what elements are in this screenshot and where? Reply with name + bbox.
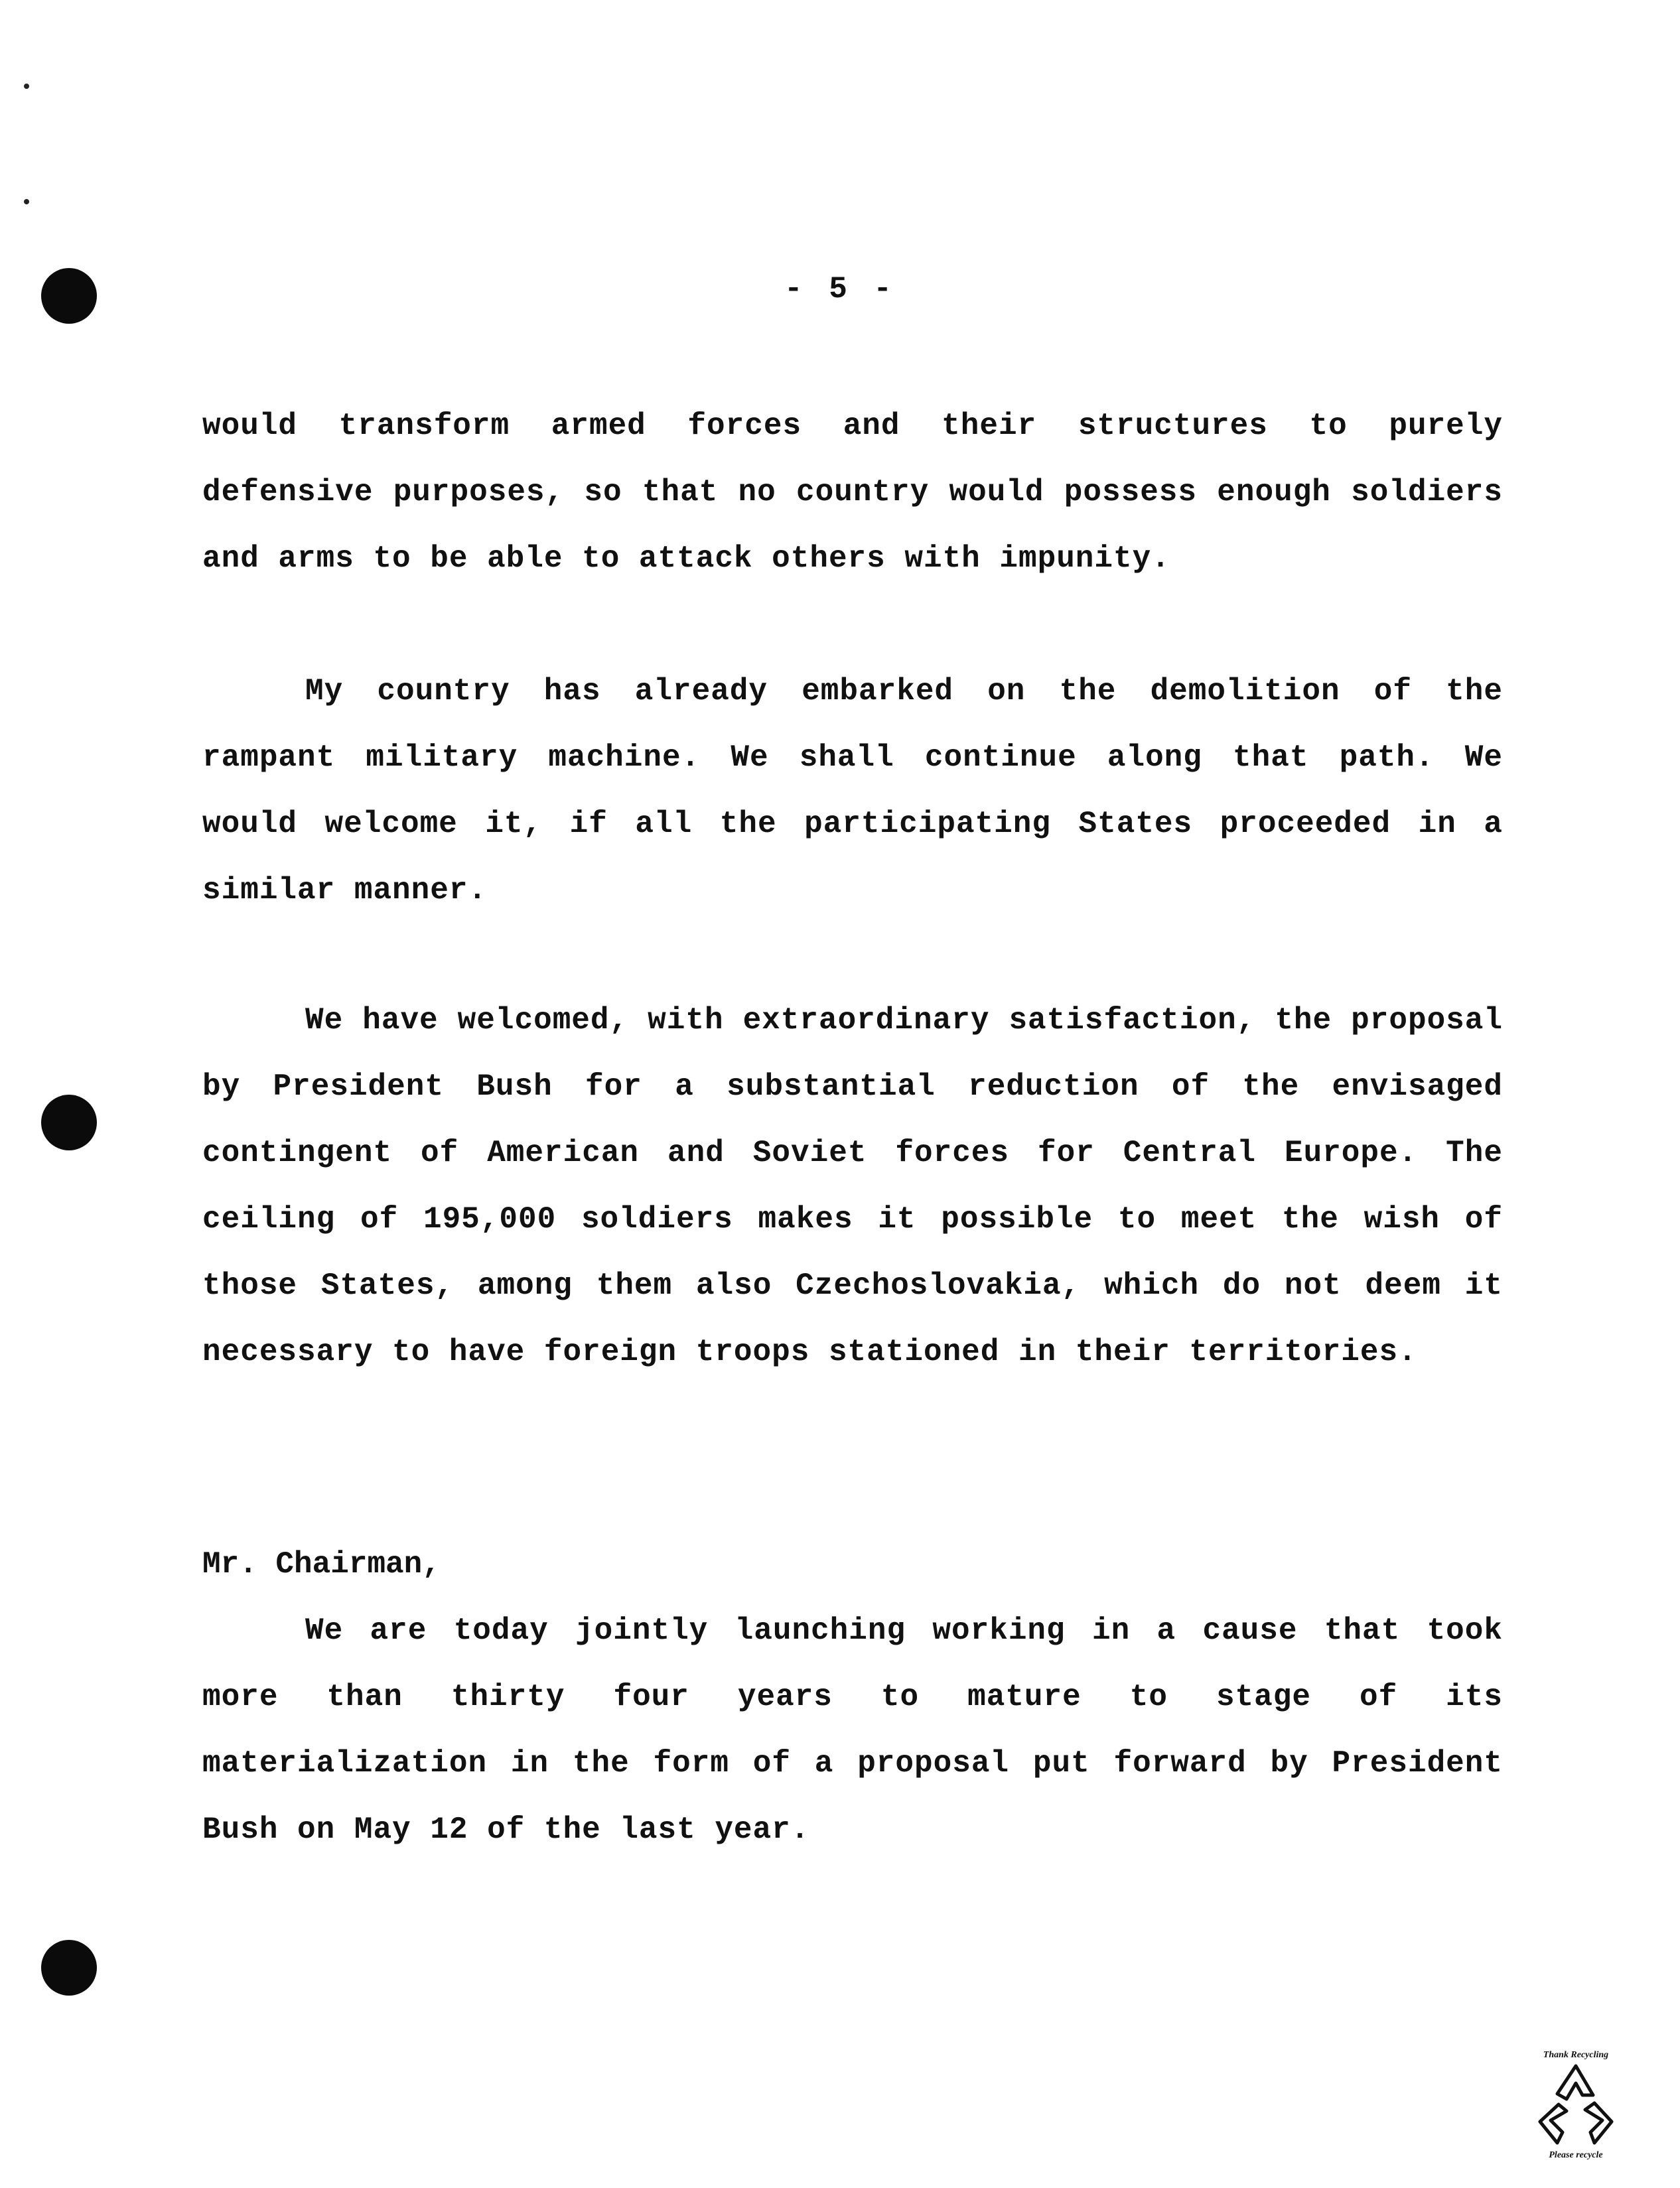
recycle-icon [1529,2061,1622,2147]
recycle-bottom-text: Please recycle [1549,2150,1603,2160]
paragraph-4: We are today jointly launching working in a cause that took more than thirty four years to mature to stage of its materialization in the form of a proposal put forward by President Bush on May 12 of the last year. [202,1613,1503,1847]
punch-hole-middle [41,1095,97,1150]
paragraph-2: My country has already embarked on the demolition of the rampant military machine. We shall continue along that path. We would welcome it, if all the participating States proceeded in a similar manner. [202,674,1503,908]
paragraph-1: would transform armed forces and their structures to purely defensive purposes, so that no country would possess enough soldiers and arms to be able to attack others with impunity. [202,409,1503,576]
scan-speck [24,84,29,89]
scan-speck [24,199,29,204]
page-number: - 5 - [784,272,896,307]
punch-hole-bottom [41,1940,97,1996]
recycle-mark [1526,2050,1626,2169]
salutation: Mr. Chairman, [202,1547,441,1582]
paragraph-3: We have welcomed, with extraordinary satisfaction, the proposal by President Bush for a substantial reduction of the envisaged contingent of American and Soviet forces for Central Europe. The ceiling of 195,000 soldiers makes it possible to meet the wish of those States, among them also Czechoslovakia, which do not deem it necessary to have foreign troops stationed in their territories. [202,1003,1503,1369]
recycle-top-text: Thank Recycling [1543,2050,1609,2060]
